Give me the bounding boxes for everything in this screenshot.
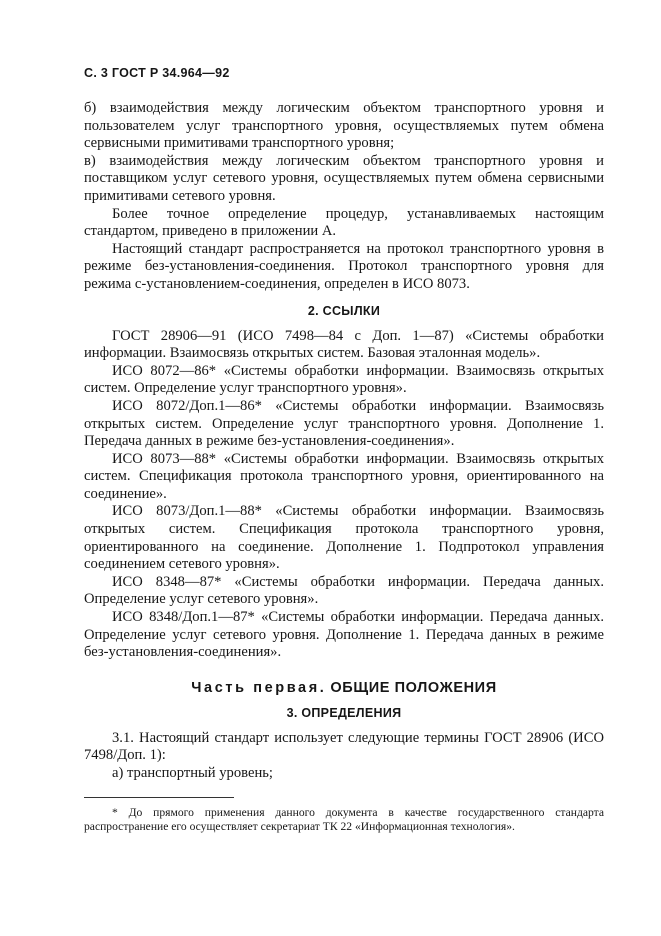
reference-item: ИСО 8073/Доп.1—88* «Системы обработки информации. Взаимосвязь открытых систем. Спецификация протокола транспортного уровня, ориентированного на соединение. Дополнение 1. Подпротокол управления соединением сетевого уровня». (84, 503, 604, 573)
reference-item: ГОСТ 28906—91 (ИСО 7498—84 с Доп. 1—87) «Системы обработки информации. Взаимосвязь открытых систем. Базовая эталонная модель». (84, 327, 604, 362)
intro-text (84, 100, 604, 294)
reference-item: ИСО 8072/Доп.1—86* «Системы обработки информации. Взаимосвязь открытых систем. Определение услуг транспортного уровня. Дополнение 1. Передача данных в режиме без-установления-соединения». (84, 397, 604, 450)
part-one-title (84, 680, 604, 696)
footnote: * До прямого применения данного документа в качестве государственного стандарта распространение его осуществляет секретариат ТК 22 «Информационная технология». (84, 805, 604, 833)
intro-paragraph-procedures: Более точное определение процедур, устанавливаемых настоящим стандартом, приведено в приложении А. (84, 205, 604, 240)
definitions-paragraph: 3.1. Настоящий стандарт использует следующие термины ГОСТ 28906 (ИСО 7498/Доп. 1): (84, 729, 604, 764)
references-list (84, 328, 604, 662)
reference-item: ИСО 8072—86* «Системы обработки информации. Взаимосвязь открытых систем. Определение услуг транспортного уровня». (84, 362, 604, 397)
reference-item: ИСО 8348/Доп.1—87* «Системы обработки информации. Передача данных. Определение услуг сетевого уровня. Дополнение 1. Передача данных в режиме без-установления-соединения». (84, 609, 604, 661)
definitions-text (84, 730, 604, 783)
footnote-divider (84, 797, 234, 798)
intro-paragraph-scope: Настоящий стандарт распространяется на протокол транспортного уровня в режиме без-установления-соединения. Протокол транспортного уровня для режима с-установлением-соединения, определен в ИСО 8073. (84, 240, 604, 292)
section-3-title: 3. ОПРЕДЕЛЕНИЯ (286, 705, 402, 720)
part-prefix: Часть первая. (191, 679, 327, 696)
document-page (84, 66, 604, 834)
intro-item-c: в) взаимодействия между логическим объектом транспортного уровня и поставщиком услуг сетевого уровня, осуществляемых путем обмена сервисными примитивами сетевого уровня. (84, 152, 604, 204)
reference-item: ИСО 8073—88* «Системы обработки информации. Взаимосвязь открытых систем. Спецификация протокола транспортного уровня, ориентированного на соединение». (84, 450, 604, 502)
definitions-item-a: а) транспортный уровень; (112, 765, 273, 781)
section-2-title: 2. ССЫЛКИ (307, 303, 381, 318)
page-header: С. 3 ГОСТ Р 34.964—92 (84, 66, 230, 80)
reference-item: ИСО 8348—87* «Системы обработки информации. Передача данных. Определение услуг сетевого уровня». (84, 573, 604, 608)
part-name: ОБЩИЕ ПОЛОЖЕНИЯ (330, 679, 497, 696)
intro-item-b: б) взаимодействия между логическим объектом транспортного уровня и пользователем услуг транспортного уровня, осуществляемых путем обмена сервисными примитивами транспортного уровня; (84, 100, 604, 152)
